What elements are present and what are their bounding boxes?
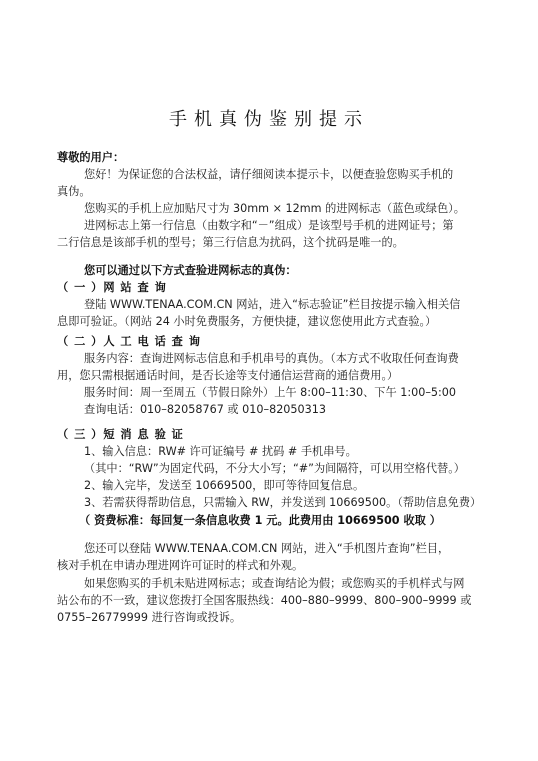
- sms-note: （其中：“RW”为固定代码，不分大小写；“#”为间隔符，可以用空格代替。）: [84, 462, 465, 475]
- paragraph-2: 您购买的手机上应加贴尺寸为 30mm × 12mm 的进网标志（蓝色或绿色）。: [84, 202, 465, 215]
- section-1-line-2: 息即可验证。（网站 24 小时免费服务，方便快捷，建议您使用此方式查验。）: [57, 315, 437, 328]
- paragraph-3-line-1: 进网标志上第一行信息（由数字和“－”组成）是该型号手机的进网证号；第: [84, 219, 454, 232]
- paragraph-5-line-1: 如果您购买的手机未贴进网标志；或查询结论为假；或您购买的手机样式与网: [84, 577, 465, 590]
- section-1-heading: （ 一 ）网 站 查 询: [57, 281, 167, 294]
- salutation: 尊敬的用户：: [57, 151, 125, 164]
- paragraph-4-line-1: 您还可以登陆 WWW.TENAA.COM.CN 网站，进入“手机图片查询”栏目，: [84, 542, 450, 555]
- paragraph-4-line-2: 核对手机在申请办理进网许可证时的样式和外观。: [57, 559, 304, 572]
- section-1-line-1: 登陆 WWW.TENAA.COM.CN 网站，进入“标志验证”栏目按提示输入相关信: [84, 298, 461, 311]
- page-title: 手机真伪鉴别提示: [169, 109, 369, 130]
- paragraph-5-line-2: 站公布的不一致，建议您拨打全国客服热线：400–880–9999、800–900–9999 或: [57, 594, 472, 607]
- section-2-heading: （ 二 ）人 工 电 话 查 询: [57, 335, 201, 348]
- sms-step-1: 1、输入信息：RW# 许可证编号 # 扰码 # 手机串号。: [84, 445, 357, 458]
- sms-fee-note: （ 资费标准：每回复一条信息收费 1 元。此费用由 10669500 收取 ）: [79, 514, 441, 527]
- methods-heading: 您可以通过以下方式查验进网标志的真伪：: [84, 264, 297, 277]
- paragraph-1-line-2: 真伪。: [57, 185, 91, 198]
- paragraph-3-line-2: 二行信息是该部手机的型号；第三行信息为扰码，这个扰码是唯一的。: [57, 236, 404, 249]
- sms-step-2: 2、输入完毕，发送至 10669500，即可等待回复信息。: [84, 479, 365, 492]
- paragraph-5-line-3: 0755–26779999 进行咨询或投诉。: [57, 611, 242, 624]
- service-phone: 查询电话：010–82058767 或 010–82050313: [84, 403, 327, 416]
- service-hours: 服务时间：周一至周五（节假日除外）上午 8:00–11:30、下午 1:00–5:00: [84, 386, 457, 399]
- section-3-heading: （ 三 ）短 消 息 验 证: [57, 428, 184, 441]
- section-2-line-2: 用，您只需根据通话时间，是否长途等支付通信运营商的通信费用。）: [57, 369, 399, 382]
- paragraph-1-line-1: 您好！为保证您的合法权益，请仔细阅读本提示卡，以便查验您购买手机的: [84, 168, 454, 181]
- section-2-line-1: 服务内容：查询进网标志信息和手机串号的真伪。（本方式不收取任何查询费: [84, 352, 459, 365]
- sms-step-3: 3、若需获得帮助信息，只需输入 RW，并发送到 10669500。（帮助信息免费）: [84, 496, 482, 509]
